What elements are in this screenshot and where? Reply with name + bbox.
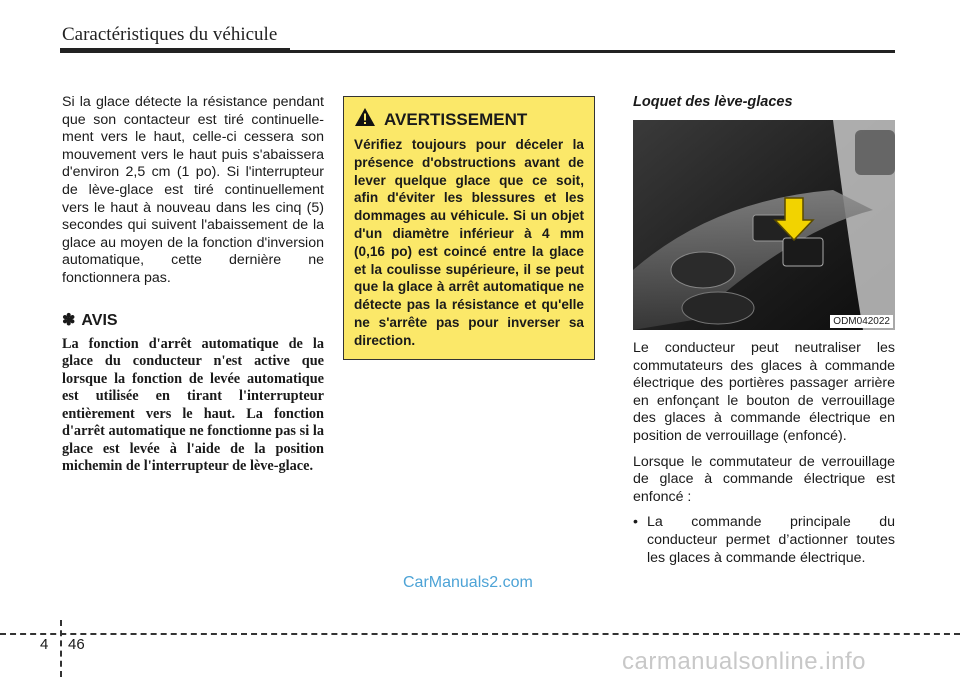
watermark-bottom: carmanualsonline.info: [622, 648, 866, 675]
page-number: 46: [68, 636, 85, 653]
notice-title: AVIS: [81, 311, 118, 329]
section-title: Loquet des lève-glaces: [633, 94, 793, 110]
photo-caption: ODM042022: [830, 315, 893, 328]
bullet-list: [633, 514, 895, 567]
right-paragraph-2: Lorsque le commutateur de verrouillage de glace à commande électrique est enfoncé :: [633, 453, 895, 505]
left-paragraph: Si la glace détecte la résistance pendant que son contacteur est tiré continuelle-ment vers le haut, celle-ci cessera son mouvement vers le haut puis s'abaissera d'environ 2,5 cm (1 po). Si l'interrupteur de lève-glace est tiré continuellement vers le haut à nouveau dans les cinq (5) secondes qui suivent l'abaissement de la glace au moyen de la fonction d'inversion automatique, cette dernière ne fonctionnera pas.: [62, 94, 324, 286]
watermark-link[interactable]: CarManuals2.com: [403, 574, 533, 591]
right-column: [633, 94, 895, 567]
header-rule: [60, 50, 895, 53]
right-paragraph-1: Le conducteur peut neutraliser les commutateurs des glaces à commande électrique des portières passager arrière en enfonçant le bouton de verrouillage des glaces à commande électrique en position de verrouillage (enfoncé).: [633, 340, 895, 444]
footer-divider: [0, 633, 960, 635]
warning-text: Vérifiez toujours pour déceler la présence d'obstructions avant de lever quelque glace que ce soit, afin d'éviter les blessures et les dommages au véhicule. Si un objet d'un diamètre inférieur à 4 mm (0,16 po) est coincé entre la glace et la coulisse supérieure, il se peut que la glace à arrêt automatique ne détecte pas la résistance et qu'elle ne s'arrête pas pour inverser sa direction.: [354, 137, 584, 348]
window-lock-photo: [633, 120, 895, 330]
warning-box: [343, 96, 595, 360]
chapter-number: 4: [40, 636, 49, 653]
list-item: • La commande principale du conducteur permet d’actionner toutes les glaces à commande électrique.: [633, 514, 895, 567]
footer-divider-vertical: [60, 620, 62, 677]
left-column: [62, 94, 324, 476]
asterisk-icon: ✽: [62, 311, 76, 329]
notice-text: La fonction d'arrêt automatique de la glace du conducteur n'est active que lorsque la fonction de levée automatique est utilisée en tirant l'interrupteur entièrement vers le haut. La fonction d'arrêt automatique ne fonctionne pas si la glace est levée à l'aide de la position michemin de l'interrupteur de lève-glace.: [62, 335, 324, 475]
notice-heading: [62, 312, 324, 330]
warning-title: AVERTISSEMENT: [384, 109, 528, 129]
window-switch-illustration: [633, 120, 895, 330]
warning-heading: [354, 107, 584, 132]
page-header-title: Caractéristiques du véhicule: [62, 24, 278, 45]
warning-triangle-icon: [354, 107, 376, 132]
